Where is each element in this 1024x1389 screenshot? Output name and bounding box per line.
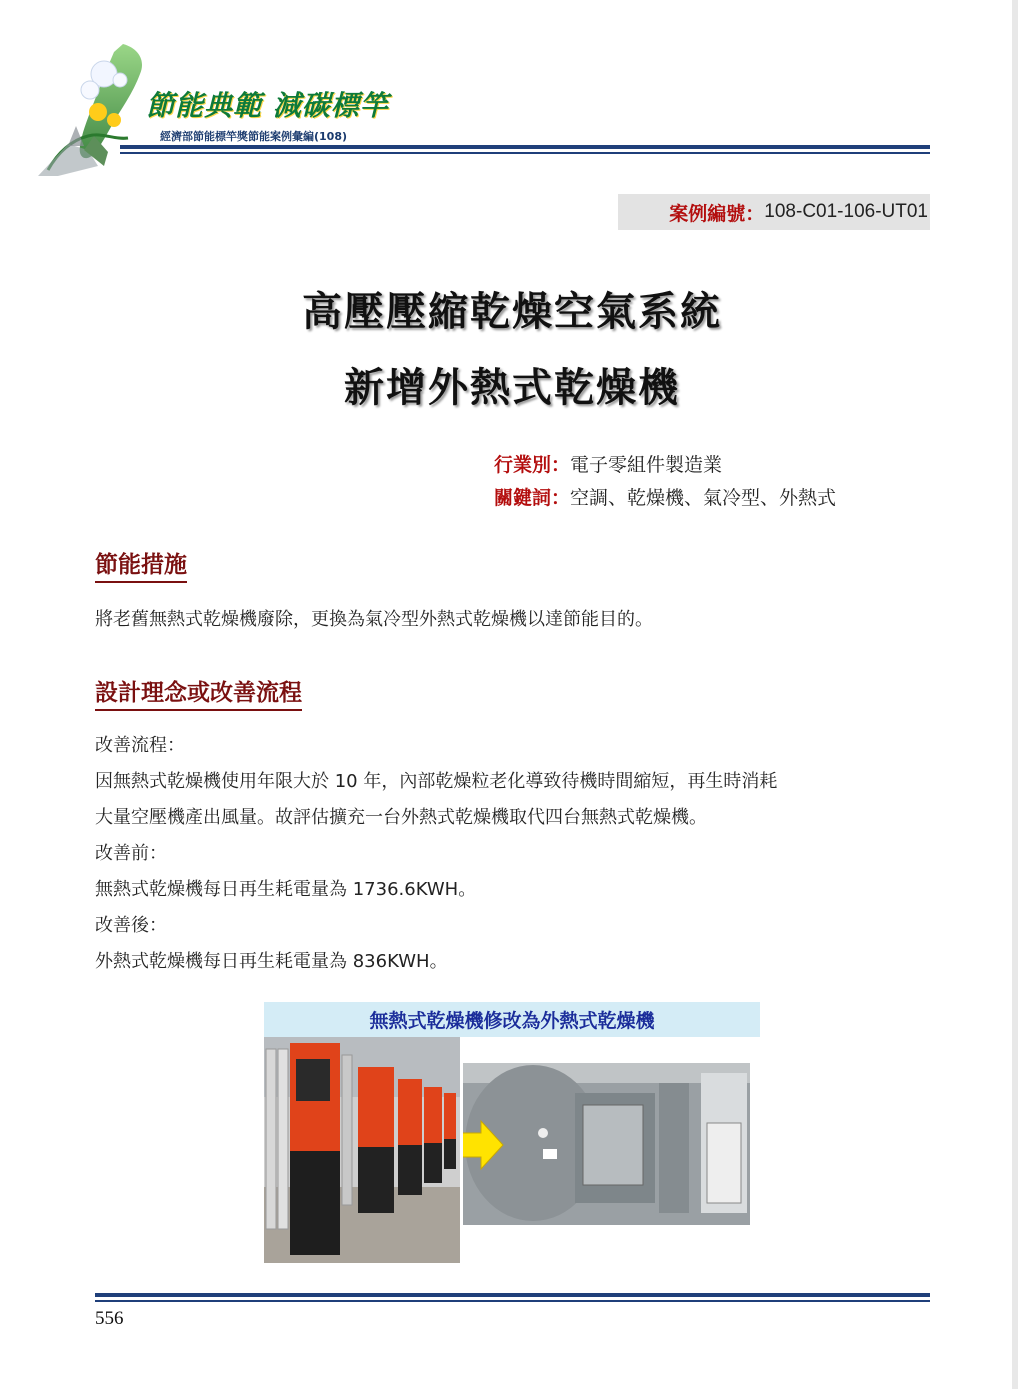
design-line: 外熱式乾燥機每日再生耗電量為 836KWH。 bbox=[95, 951, 448, 972]
section-heading-design: 設計理念或改善流程 bbox=[95, 674, 302, 711]
industry-row bbox=[494, 450, 722, 477]
case-number-value: 108-C01-106-UT01 bbox=[764, 201, 928, 222]
design-line: 因無熱式乾燥機使用年限大於 10 年，內部乾燥粒老化導致待機時間縮短，再生時消耗 bbox=[95, 771, 778, 792]
design-line: 無熱式乾燥機每日再生耗電量為 1736.6KWH。 bbox=[95, 879, 477, 900]
slogan: 節能典範 減碳標竿 bbox=[146, 89, 389, 122]
keywords-value: 空調、乾燥機、氣冷型、外熱式 bbox=[570, 487, 837, 509]
industry-label: 行業別： bbox=[494, 454, 571, 476]
keywords-label: 關鍵詞： bbox=[494, 487, 571, 509]
keywords-row bbox=[494, 483, 836, 510]
heatless-dryer-photo bbox=[264, 1037, 460, 1263]
design-line: 改善後： bbox=[95, 915, 167, 936]
page-number: 556 bbox=[95, 1308, 124, 1329]
footer-rule-thin bbox=[95, 1300, 930, 1302]
header-rule-thin bbox=[120, 152, 930, 154]
external-heat-dryer-photo bbox=[463, 1063, 750, 1225]
industry-value: 電子零組件製造業 bbox=[570, 454, 723, 476]
section-heading-measures: 節能措施 bbox=[95, 546, 187, 583]
case-number-label: 案例編號： bbox=[669, 202, 765, 225]
design-line: 改善前： bbox=[95, 843, 167, 864]
design-line: 大量空壓機產出風量。故評估擴充一台外熱式乾燥機取代四台無熱式乾燥機。 bbox=[95, 807, 707, 828]
footer-rule bbox=[95, 1293, 930, 1297]
page-edge bbox=[1012, 0, 1018, 1389]
document-title-line1: 高壓壓縮乾燥空氣系統 bbox=[302, 289, 722, 335]
document-title-line2: 新增外熱式乾燥機 bbox=[344, 365, 680, 411]
taiwan-dandelion-logo bbox=[28, 40, 158, 180]
design-body bbox=[95, 728, 935, 980]
case-number-box bbox=[618, 194, 930, 230]
publication-subtitle: 經濟部節能標竿獎節能案例彙編(108) bbox=[160, 130, 348, 143]
figure-banner: 無熱式乾燥機修改為外熱式乾燥機 bbox=[264, 1002, 760, 1037]
measures-text: 將老舊無熱式乾燥機廢除，更換為氣冷型外熱式乾燥機以達節能目的。 bbox=[95, 609, 653, 630]
header-rule bbox=[120, 145, 930, 149]
design-line: 改善流程： bbox=[95, 735, 185, 756]
